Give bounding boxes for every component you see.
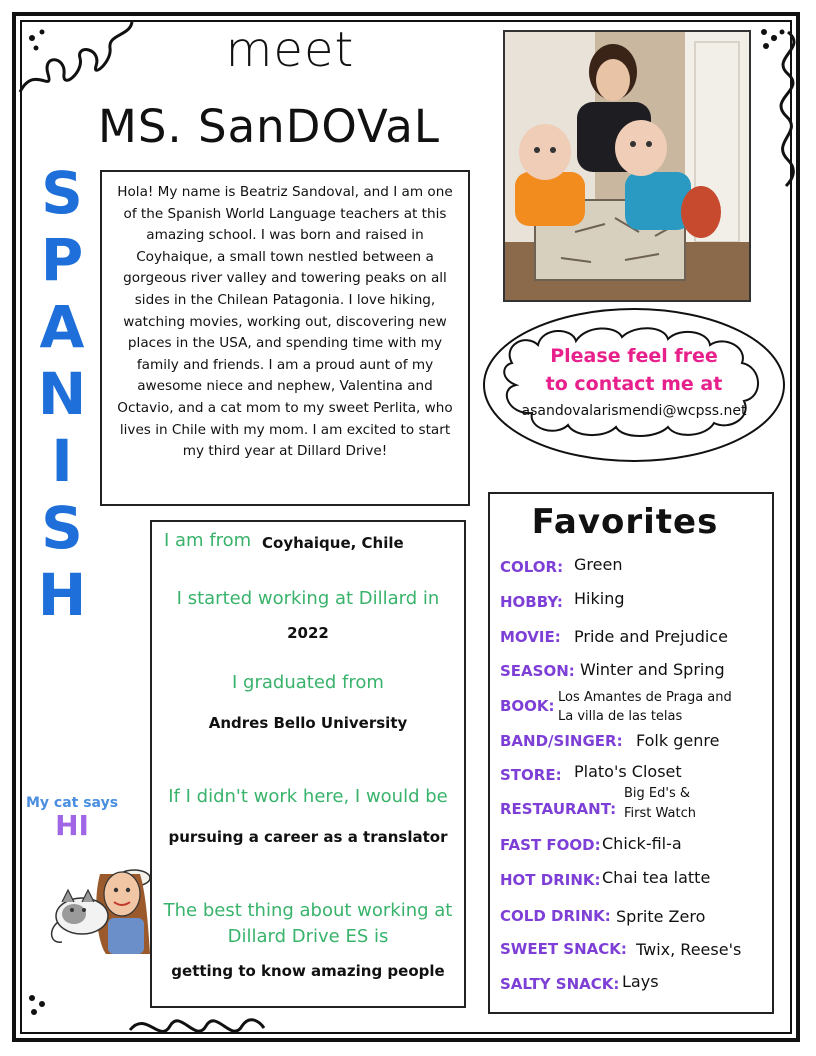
- fact-from-label: I am from: [164, 530, 252, 551]
- fact-graduated-label: I graduated from: [232, 672, 384, 693]
- curl-decoration-top-left: [14, 14, 144, 104]
- bio-text: Hola! My name is Beatriz Sandoval, and I am one of the Spanish World Language teachers at this amazing school. I was born and raised in Coyhaique, a small town nestled between a gorgeous river valley and towering peaks on all sides in the Chilean Patagonia. I love hiking, watching movies, working out, discovering new places in the USA, and spending time with my family and friends. I am a proud aunt of my awesome niece and nephew, Valentina and Octavio, and a cat mom to my sweet Perlita, who lives in Chile with my mom. I am excited to start my third year at Dillard Drive!: [117, 184, 453, 460]
- fav-label-store: STORE:: [500, 766, 562, 784]
- fav-value-band: Folk genre: [636, 731, 720, 750]
- fav-value-fast-food: Chick-fil-a: [602, 834, 682, 853]
- fact-graduated-value: Andres Bello University: [208, 714, 408, 732]
- page-title-name: MS. SanDOVaL: [98, 100, 440, 153]
- favorites-title: Favorites: [531, 502, 719, 542]
- fav-label-restaurant: RESTAURANT:: [500, 800, 617, 818]
- bitmoji-cat-icon: [22, 844, 150, 954]
- fav-label-hobby: HOBBY:: [500, 593, 563, 611]
- fav-value-restaurant-2: First Watch: [624, 806, 696, 821]
- cat-says-hi: HI: [55, 809, 89, 842]
- fav-value-store: Plato's Closet: [574, 762, 682, 781]
- fav-label-fast-food: FAST FOOD:: [500, 836, 601, 854]
- fav-label-hot-drink: HOT DRINK:: [500, 871, 601, 889]
- fav-value-hobby: Hiking: [574, 589, 625, 608]
- fact-started-value: 2022: [287, 624, 329, 642]
- spanish-letter: N: [37, 360, 87, 428]
- dots-decoration-top-right: [756, 24, 786, 54]
- dots-decoration-bottom-left: [24, 990, 54, 1020]
- family-photo: [503, 30, 751, 302]
- fav-label-color: COLOR:: [500, 558, 564, 576]
- fav-value-restaurant-1: Big Ed's &: [624, 786, 690, 801]
- fav-value-color: Green: [574, 555, 623, 574]
- fav-label-movie: MOVIE:: [500, 628, 561, 646]
- contact-heading-line1: Please feel free: [550, 345, 718, 367]
- spanish-letter: S: [41, 494, 83, 562]
- photo-illustration: [505, 32, 749, 300]
- page-title-meet: meet: [225, 22, 355, 78]
- facts-box: [150, 520, 466, 1008]
- fav-label-cold-drink: COLD DRINK:: [500, 907, 611, 925]
- favorites-box: [488, 492, 774, 1014]
- fav-value-book-2: La villa de las telas: [558, 709, 683, 724]
- fav-value-movie: Pride and Prejudice: [574, 627, 728, 646]
- spanish-letter: H: [37, 561, 87, 629]
- cat-says-text: [22, 796, 122, 840]
- spanish-letter: A: [39, 293, 85, 361]
- cat-says-line1: My cat says: [25, 795, 119, 811]
- curl-decoration-bottom: [126, 1008, 266, 1048]
- fact-best-label-2: Dillard Drive ES is: [227, 926, 389, 947]
- fav-label-book: BOOK:: [500, 697, 555, 715]
- fav-value-salty-snack: Lays: [622, 972, 659, 991]
- spanish-letter: I: [51, 427, 73, 495]
- spanish-letter: S: [41, 159, 83, 227]
- spanish-vertical-word: [34, 160, 90, 629]
- fact-best-label-1: The best thing about working at: [163, 900, 453, 921]
- fav-label-salty-snack: SALTY SNACK:: [500, 975, 620, 993]
- fav-label-season: SEASON:: [500, 662, 575, 680]
- fact-from-value: Coyhaique, Chile: [262, 534, 404, 552]
- fav-value-cold-drink: Sprite Zero: [616, 907, 706, 926]
- bio-box: [100, 170, 470, 506]
- fav-value-book-1: Los Amantes de Praga and: [558, 690, 732, 705]
- contact-heading-line2: to contact me at: [545, 373, 723, 395]
- fav-value-sweet-snack: Twix, Reese's: [636, 940, 742, 959]
- fact-ifnot-label: If I didn't work here, I would be: [168, 786, 448, 807]
- fact-started-label: I started working at Dillard in: [176, 588, 440, 609]
- fact-best-value: getting to know amazing people: [171, 962, 445, 980]
- fact-ifnot-value: pursuing a career as a translator: [168, 828, 448, 846]
- cat-sticker: [22, 796, 150, 954]
- fav-label-band: BAND/SINGER:: [500, 732, 623, 750]
- contact-email[interactable]: asandovalarismendi@wcpss.net: [521, 403, 747, 419]
- fav-value-hot-drink: Chai tea latte: [602, 868, 711, 887]
- spanish-letter: P: [40, 226, 84, 294]
- fav-label-sweet-snack: SWEET SNACK:: [500, 940, 627, 958]
- fav-value-season: Winter and Spring: [580, 660, 725, 679]
- contact-bubble: [476, 305, 792, 465]
